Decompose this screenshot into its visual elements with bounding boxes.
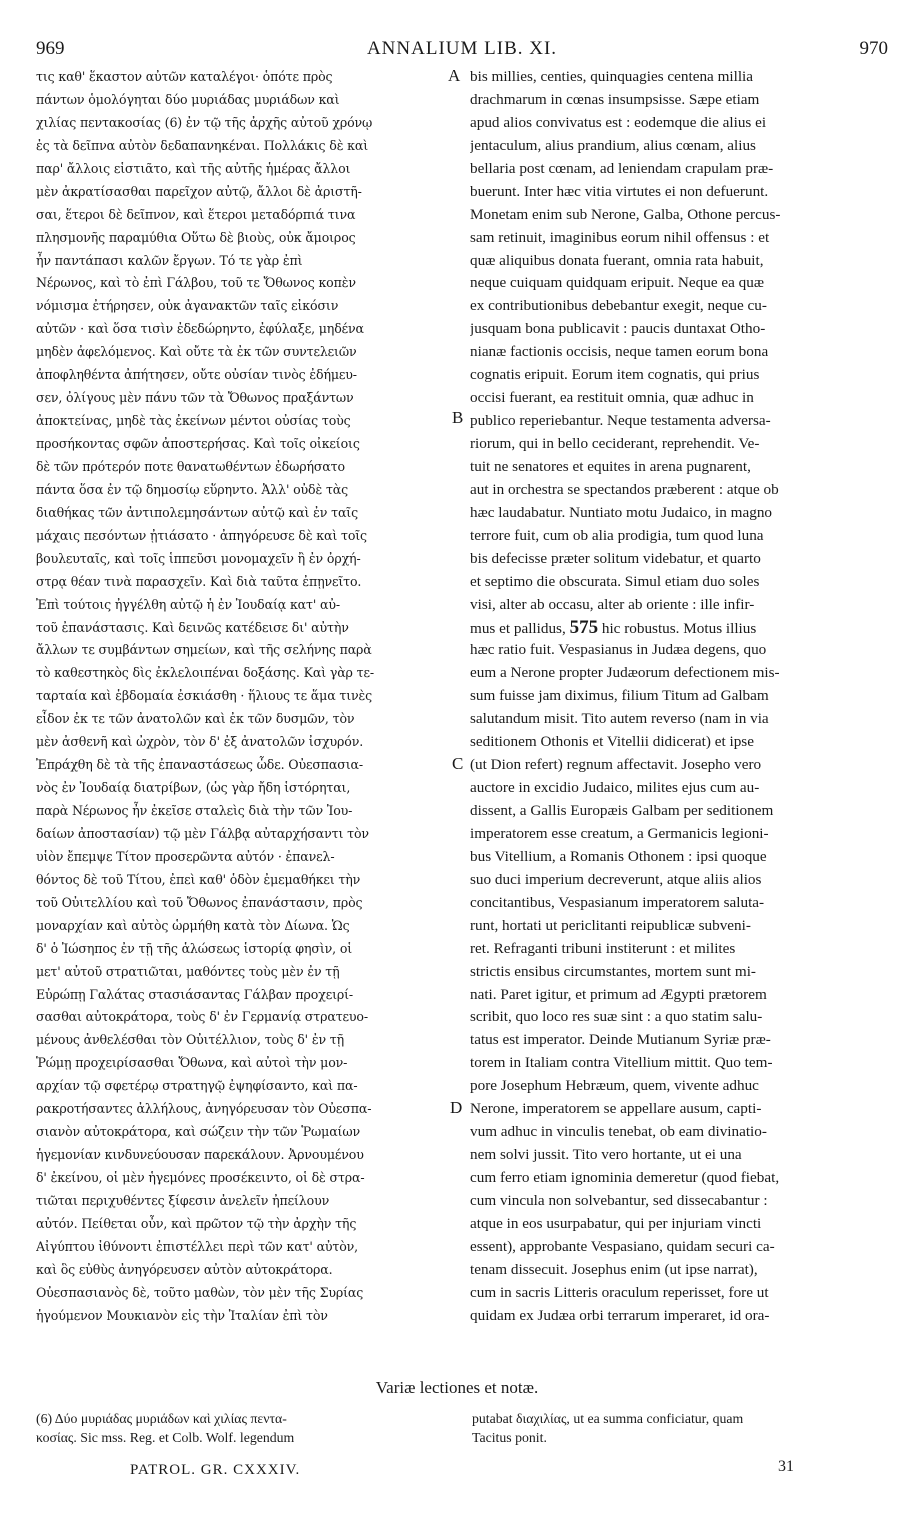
greek-text-line: πάντα ὅσα ἐν τῷ δημοσίῳ εὕρηντο. Ἀλλ' οὐδὲ τὰς — [36, 481, 349, 497]
greek-text-line: σαι, ἕτεροι δὲ δεῖπνον, καὶ ἕτεροι μεταδόρπιά τινα — [36, 206, 356, 222]
latin-line-head: mus et pallidus, — [470, 619, 570, 637]
notes-title: Variæ lectiones et notæ. — [375, 1378, 539, 1397]
greek-text-line: ρακροτήσαντες ἀλλήλους, ἀνηγόρευσαν τὸν Οὐεσπα- — [36, 1101, 372, 1117]
greek-text-line: βουλευταῖς, καὶ τοῖς ἱππεῦσι μονομαχεῖν ἢ ἐν ὀρχή- — [36, 550, 361, 566]
latin-text-line: et septimo die obscurata. Simul etiam duo soles — [470, 572, 760, 590]
column-marker: 575 — [569, 616, 599, 638]
latin-text-line: ex contributionibus debebantur exegit, neque cu- — [470, 297, 767, 315]
page-number-right: 970 — [859, 38, 888, 59]
latin-text-line: tenam dissecuit. Josephus enim (ut ipse narrat), — [470, 1260, 758, 1278]
greek-text-line: στρᾳ θέαν τινὰ παρασχεῖν. Καὶ διὰ ταῦτα ἐπῃνεῖτο. — [36, 573, 362, 589]
greek-text-line: τις καθ' ἕκαστον αὐτῶν καταλέγοι· ὁπότε πρὸς — [36, 69, 333, 84]
latin-text-line: cum in sacris Litteris oraculum reperisset, fore ut — [470, 1283, 769, 1301]
latin-text-line: bellaria post cœnam, ad leniendam crapulam præ- — [470, 159, 774, 177]
greek-text-line: τιῶται περιχυθέντες ξίφεσιν ἀνελεῖν ἠπείλουν — [36, 1192, 330, 1208]
latin-text-line: drachmarum in cœnas insumpsisse. Sæpe etiam — [470, 90, 760, 108]
greek-text-line: σασθαι αὐτοκράτορα, τοὺς δ' ἐν Γερμανίᾳ στρατευο- — [36, 1009, 368, 1025]
greek-text-line: μηδὲν ἀφελόμενος. Καὶ οὔτε τὰ ἐκ τῶν συντελειῶν — [36, 344, 357, 360]
latin-text-line: dissent, a Gallis Europæis Galbam per seditionem — [470, 802, 774, 819]
margin-letter-d: D — [450, 1098, 463, 1117]
page-number-left: 969 — [36, 38, 65, 59]
latin-text-line: tatus est imperator. Deinde Mutianum Syriæ præ- — [470, 1031, 771, 1049]
greek-text-line: ἡγούμενον Μουκιανὸν εἰς τὴν Ἰταλίαν ἐπὶ τὸν — [36, 1307, 328, 1323]
latin-text-line: essent), approbante Vespasiano, quidam securi ca- — [470, 1237, 775, 1255]
latin-text-line: concitantibus, Vespasianum imperatorem saluta- — [470, 893, 765, 911]
greek-text-line: ἡγεμονίαν κινδυνεύουσαν παρεκάλουν. Ἀρνουμένου — [36, 1147, 364, 1163]
greek-text-line: καὶ ὃς εὐθὺς ἀνηγόρευσεν αὐτὸν αὐτοκράτορα. — [36, 1261, 333, 1277]
latin-text-line: bis millies, centies, quinquagies centena millia — [470, 68, 754, 85]
margin-letter-c: C — [452, 754, 464, 773]
greek-text-line: τοῦ Οὐιτελλίου καὶ τοῦ Ὄθωνος ἐπανάστασιν, πρὸς — [36, 894, 363, 910]
page-title: ANNALIUM LIB. XI. — [366, 38, 558, 59]
greek-text-line: δ' ἐκείνου, οἱ μὲν ἡγεμόνες προσέκειντο, οἱ δὲ στρα- — [36, 1170, 365, 1185]
latin-text-line: sum fuisse jam diximus, filium Titum ad Galbam — [470, 687, 769, 705]
greek-text-line: υἱὸν ἔπεμψε Τίτον προσερῶντα αὐτόν · ἐπανελ- — [36, 848, 335, 864]
latin-column — [470, 66, 880, 1328]
greek-text-line: μετ' αὐτοῦ στρατιῶται, μαθόντες τοὺς μὲν ἐν τῇ — [36, 963, 340, 979]
latin-text-line: quæ aliquibus donata fuerant, omnia rata habuit, — [470, 251, 764, 269]
greek-text-line: ταρταία καὶ ἑβδομαία ἐσκιάσθη · ἥλιους τε ἅμα τινὲς — [36, 688, 373, 704]
margin-letter-a: A — [448, 66, 461, 85]
greek-text-line: Αἰγύπτου ἰθύνοντι ἐπιστέλλει περὶ τῶν κατ' αὐτὸν, — [36, 1238, 359, 1254]
latin-text-line: pore Josephum Hebræum, quem, vivente adhuc — [470, 1077, 759, 1095]
latin-text-line: sam retinuit, imaginibus eorum nihil offensus : et — [470, 228, 770, 246]
note-line: putabat διαχιλίας, ut ea summa conficiatur, quam — [472, 1411, 744, 1426]
note-line: κοσίας. Sic mss. Reg. et Colb. Wolf. legendum — [36, 1430, 295, 1445]
greek-text-line: ἦν παντάπασι καλῶν ἔργων. Τό τε γὰρ ἐπὶ — [36, 252, 303, 268]
greek-text-line: μὲν ἀκρατίσασθαι παρεῖχον αὐτῷ, ἄλλοι δὲ ἀριστῆ- — [36, 183, 362, 199]
latin-text-line: Nerone, imperatorem se appellare ausum, capti- — [470, 1100, 762, 1118]
latin-text-line: salutandum misit. Tito autem reverso (nam in via — [470, 710, 769, 728]
latin-text-line: (ut Dion refert) regnum affectavit. Josepho vero — [470, 756, 762, 774]
greek-text-line: ἀποφληθέντα ἀπήτησεν, οὔτε οὐσίαν τινὸς ἐδήμευ- — [36, 367, 357, 383]
latin-text-line: bis defecisse præter solitum videbatur, et quarto — [470, 549, 761, 567]
latin-text-line: suo duci imperium decreverunt, atque aliis alios — [470, 870, 762, 888]
latin-text-line: terrore fuit, cum ob alia prodigia, tum quod luna — [470, 526, 764, 544]
running-head — [36, 38, 888, 60]
greek-text-line: Ἐπὶ τούτοις ἠγγέλθη αὐτῷ ἡ ἐν Ἰουδαίᾳ κατ' αὐ- — [36, 596, 340, 612]
greek-text-line: Ῥώμῃ προχειρίσασθαι Ὄθωνα, καὶ αὐτοὶ τὴν μον- — [36, 1055, 348, 1071]
latin-text-line: eum a Nerone propter Judæorum defectionem mis- — [470, 664, 780, 682]
latin-text-line: nati. Paret igitur, et primum ad Ægypti prætorem — [470, 985, 767, 1003]
greek-text-line: ἄλλων τε συμβάντων σημείων, καὶ τῆς σελήνης παρὰ — [36, 642, 372, 658]
latin-line-tail: hic robustus. Motus illius — [598, 619, 757, 637]
latin-text-line: auctore in excidio Judaico, milites ejus cum au- — [470, 779, 760, 797]
latin-text-line: riorum, qui in bello ceciderant, reprehendit. Ve- — [470, 435, 760, 452]
note-line: Tacitus ponit. — [472, 1430, 547, 1445]
greek-text-line: Ἐπράχθη δὲ τὰ τῆς ἐπαναστάσεως ὧδε. Οὐεσπασια- — [36, 757, 363, 773]
greek-text-line: χιλίας πεντακοσίας (6) ἐν τῷ τῆς ἀρχῆς αὐτοῦ χρόνῳ — [36, 114, 373, 130]
latin-text-line: jusquam bona publicavit : paucis duntaxat Otho- — [470, 320, 766, 338]
latin-text-line: scribit, quo loco res suæ sint : a quo statim salu- — [470, 1008, 763, 1026]
greek-text-line: μένους ἀνθελέσθαι τὸν Οὐιτέλλιον, τοὺς δ' ἐν τῇ — [36, 1032, 345, 1048]
greek-text-line: εἶδον ἐκ τε τῶν ἀνατολῶν καὶ ἐκ τῶν δυσμῶν, τὸν — [36, 711, 355, 727]
note-right — [472, 1409, 882, 1447]
greek-text-line: μὲν ἀσθενῆ καὶ ὠχρὸν, τὸν δ' ἐξ ἀνατολῶν ἰσχυρόν. — [36, 734, 364, 750]
latin-text-line: ret. Refraganti tribuni institerunt : et milites — [470, 939, 736, 957]
latin-text-line: cum vincula non solvebantur, sed dissecabantur : — [470, 1191, 768, 1209]
greek-text-line: νόμισμα ἐτήρησεν, οὐκ ἀγανακτῶν ταῖς εἰκόσιν — [36, 298, 339, 314]
greek-text-line: Οὐεσπασιανὸς δὲ, τοῦτο μαθὼν, τὸν μὲν τῆς Συρίας — [36, 1284, 364, 1300]
greek-text-line: μοναρχίαν καὶ αὐτὸς ὡρμήθη κατὰ τὸν Δίωνα. Ὡς — [36, 917, 350, 933]
note-line: (6) Δύο μυριάδας μυριάδων καὶ χιλίας πεντα- — [36, 1411, 287, 1426]
latin-text-line: cognatis eripuit. Eorum item cognatis, qui prius — [470, 366, 760, 384]
latin-text-line: hæc ratio fuit. Vespasianus in Judæa degens, quo — [470, 641, 767, 659]
greek-text-line: Νέρωνος, καὶ τὸ ἐπὶ Γάλβου, τοῦ τε Ὄθωνος κοπὲν — [36, 275, 356, 291]
greek-text-line: σιανὸν αὐτοκράτορα, καὶ σώζειν τὴν τῶν Ῥωμαίων — [36, 1124, 360, 1140]
latin-text-line: publico reperiebantur. Neque testamenta adversa- — [470, 412, 771, 430]
greek-text-line: θόντος δὲ τοῦ Τίτου, ἐπεὶ καθ' ὁδὸν ἐμεμαθήκει τὴν — [36, 871, 361, 887]
latin-text-line: jentaculum, alius prandium, alius cœnam, alius — [470, 136, 756, 154]
latin-text-line: visi, alter ab occasu, alter ab oriente : ille infir- — [470, 595, 755, 613]
latin-text-line: bus Vitellium, a Romanis Othonem : ipsi quoque — [470, 847, 767, 865]
greek-text-line: παρ' ἄλλοις εἱστιᾶτο, καὶ τῆς αὐτῆς ἡμέρας ἄλλοι — [36, 160, 351, 176]
greek-text-line: προσήκοντας σφῶν ἀποστερήσας. Καὶ τοῖς οἰκείοις — [36, 436, 360, 451]
greek-text-line: πάντων ὁμολόγηται δύο μυριάδας μυριάδων καὶ — [36, 91, 340, 107]
latin-text-line — [470, 617, 880, 640]
greek-text-line: αὐτόν. Πείθεται οὖν, καὶ πρῶτον τῷ τὴν ἀρχὴν τῆς — [36, 1215, 357, 1231]
greek-text-line: διαθήκας τῶν ἀντιπολεμησάντων αὐτῷ καὶ ἐν ταῖς — [36, 504, 358, 520]
latin-text-line: tuit ne senatores et equites in arena pugnarent, — [470, 457, 751, 475]
signature-mark: PATROL. GR. CXXXIV. — [130, 1462, 301, 1478]
greek-text-line: παρὰ Νέρωνος ἦν ἐκεῖσε σταλεὶς διὰ τὴν τῶν Ἰου- — [36, 803, 353, 818]
latin-text-line: nianæ factionis occisis, neque tamen eorum bona — [470, 343, 769, 361]
latin-text-line: buerunt. Inter hæc vitia virtutes ei non defuerunt. — [470, 182, 769, 200]
note-left — [36, 1409, 456, 1447]
greek-text-line: μάχαις πεσόντων ᾐτιάσατο · ἀπηγόρευσε δὲ καὶ τοῖς — [36, 527, 367, 543]
greek-text-line: αρχίαν τῷ σφετέρῳ στρατηγῷ ἐψηφίσαντο, καὶ πα- — [36, 1078, 358, 1094]
latin-text-line: torem in Italiam contra Vitellium mittit. Quo tem- — [470, 1054, 773, 1072]
latin-text-line: neque cuiquam quidquam eripuit. Neque ea quæ — [470, 274, 764, 292]
latin-text-line: apud alios convivatus est : eodemque die alius ei — [470, 113, 767, 131]
greek-text-line: ἐς τὰ δεῖπνα αὐτὸν δεδαπανηκέναι. Πολλάκις δὲ καὶ — [36, 137, 369, 153]
greek-text-line: σεν, ὀλίγους μὲν πάνυ τῶν τὰ Ὄθωνος πραξάντων — [36, 390, 354, 406]
margin-letter-b: B — [452, 408, 464, 427]
latin-text-line: quidam ex Judæa orbi terrarum imperaret, id ora- — [470, 1306, 770, 1324]
greek-text-line: δαίων ἀποστασίαν) τῷ μὲν Γάλβᾳ αὐταρχήσαντι τὸν — [36, 825, 369, 841]
latin-text-line: Monetam enim sub Nerone, Galba, Othone percus- — [470, 205, 781, 223]
latin-text-line: vum adhuc in vinculis tenebat, ob eam divinatio- — [470, 1123, 767, 1141]
latin-text-line: occisi fuerant, ea restituit omnia, quæ adhuc in — [470, 389, 754, 407]
greek-text-line: δὲ τῶν πρότερόν ποτε θανατωθέντων ἐδωρήσατο — [36, 458, 345, 474]
greek-column — [36, 66, 446, 1328]
greek-text-line: τὸ καθεστηκὸς δὶς ἐκλελοιπέναι δοξάσης. Καὶ γὰρ τε- — [36, 665, 374, 681]
latin-text-line: aut in orchestra se spectandos præberent : atque ob — [470, 480, 779, 498]
latin-text-line: atque in eos usurpabatur, qui per injuriam vincti — [470, 1214, 762, 1232]
greek-text-line: αὐτῶν · καὶ ὅσα τισὶν ἐδεδώρηντο, ἐφύλαξε, μηδένα — [36, 321, 364, 337]
latin-text-line: strictis ensibus circumstantes, mortem sunt mi- — [470, 962, 756, 980]
greek-text-line: τοῦ ἐπανάστασις. Καὶ δεινῶς κατέδεισε δι' αὐτὴν — [36, 619, 349, 635]
latin-text-line: nem solvi jussit. Tito vero hortante, ut ei una — [470, 1146, 742, 1164]
greek-text-line: δ' ὁ Ἰώσηπος ἐν τῇ τῆς ἁλώσεως ἱστορίᾳ φησὶν, οἱ — [36, 940, 353, 956]
latin-text-line: imperatorem esse creatum, a Germanicis legioni- — [470, 824, 769, 842]
sheet-number: 31 — [778, 1458, 794, 1475]
latin-text-line: cum ferro etiam ignominia demeretur (quod fiebat, — [470, 1169, 780, 1186]
latin-text-line: runt, hortati ut periclitanti reipublicæ subveni- — [470, 916, 751, 934]
greek-text-line: Εὐρώπῃ Γαλάτας στασιάσαντας Γάλβαν προχειρί- — [36, 986, 354, 1002]
greek-text-line: ἀποκτείνας, μηδὲ τὰς ἐκείνων μέντοι οὐσίας τοὺς — [36, 413, 351, 429]
greek-text-line: νὸς ἐν Ἰουδαίᾳ διατρίβων, (ὡς γὰρ ἤδη ἱστόρηται, — [36, 780, 351, 796]
latin-text-line: seditionem Othonis et Vitellii didicerat) et ipse — [470, 733, 754, 751]
greek-text-line: πλησμονῆς παραμύθια Οὕτω δὲ βιοὺς, οὐκ ἄμοιρος — [36, 229, 356, 245]
latin-text-line: hæc laudabatur. Nuntiato motu Judaico, in magno — [470, 503, 773, 521]
